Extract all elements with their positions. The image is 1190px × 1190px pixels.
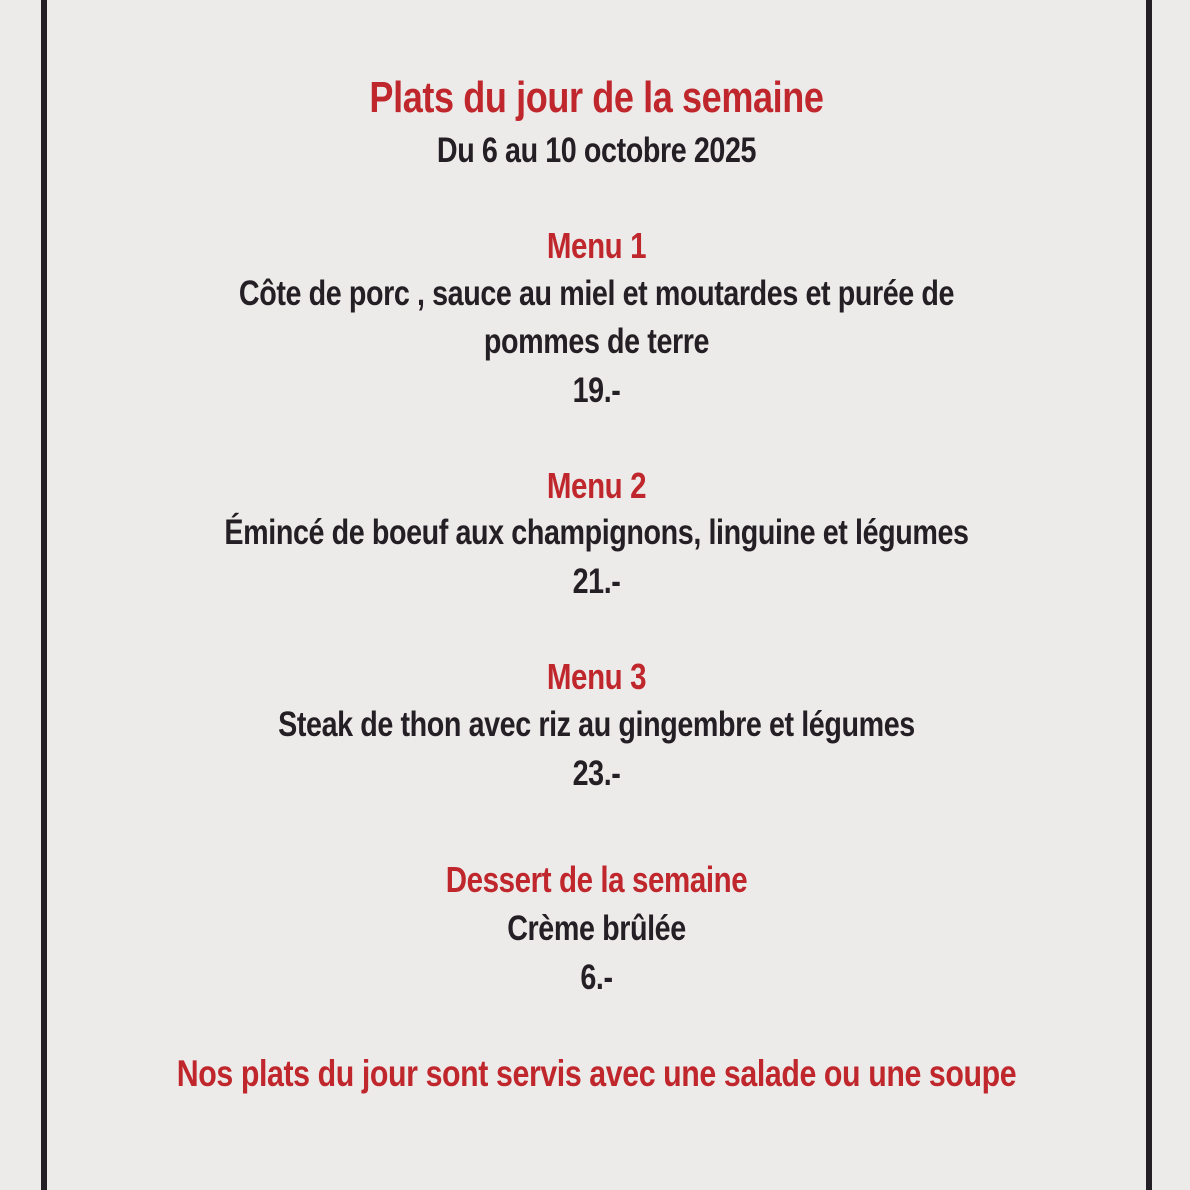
menu-1-price: 19.- xyxy=(572,371,621,410)
menu-2-dish: Émincé de boeuf aux champignons, linguine et légumes xyxy=(224,513,969,552)
menu-3-label: Menu 3 xyxy=(546,656,647,697)
dessert-price: 6.- xyxy=(580,958,613,997)
menu-3-dish: Steak de thon avec riz au gingembre et légumes xyxy=(278,705,915,744)
menu-2-label: Menu 2 xyxy=(546,465,647,506)
menu-1-dish-line-1: Côte de porc , sauce au miel et moutardes et purée de xyxy=(238,274,955,313)
dessert-label: Dessert de la semaine xyxy=(445,859,748,900)
menu-dates: Du 6 au 10 octobre 2025 xyxy=(436,131,757,170)
left-border xyxy=(41,0,47,1190)
menu-3-price: 23.- xyxy=(572,754,621,793)
menu-1-label: Menu 1 xyxy=(546,225,647,266)
right-border xyxy=(1146,0,1152,1190)
footer-note: Nos plats du jour sont servis avec une salade ou une soupe xyxy=(176,1053,1017,1094)
dessert-dish: Crème brûlée xyxy=(507,909,686,948)
menu-2-price: 21.- xyxy=(572,562,621,601)
menu-title: Plats du jour de la semaine xyxy=(369,73,824,122)
menu-1-dish-line-2: pommes de terre xyxy=(483,322,710,361)
